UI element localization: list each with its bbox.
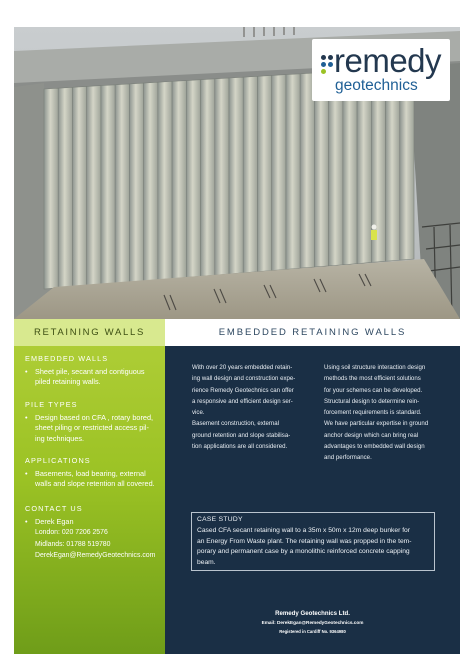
- case-study-line: an Energy From Waste plant. The retaining wall was propped in the tem-: [197, 537, 412, 545]
- pile-column: [201, 79, 215, 276]
- section-title: PILE TYPES: [25, 400, 78, 409]
- contact-title: CONTACT US: [25, 504, 83, 513]
- list-item: [25, 413, 159, 444]
- footer-email[interactable]: Email: DerekEgan@RemedyGeotechnics.com: [261, 620, 364, 625]
- sidebar: [14, 319, 165, 654]
- section-applications: [25, 456, 159, 490]
- case-study-line: porary and permanent case by a monolithic reinforced concrete capping: [197, 548, 410, 556]
- contact-name: • Derek Egan: [25, 517, 74, 526]
- contact-section: [25, 504, 159, 561]
- pile-column: [58, 87, 72, 288]
- main-content: [165, 319, 460, 654]
- paragraph-line: ground retention and slope stabilisa-: [192, 431, 291, 439]
- pile-column: [87, 86, 101, 286]
- contact-phone-midlands: Midlands: 01788 519780: [35, 540, 111, 548]
- paragraph-line: and performance.: [324, 454, 372, 461]
- hero-photo: [14, 27, 460, 319]
- footer-company: Remedy Geotechnics Ltd.: [275, 610, 350, 617]
- case-study-title: CASE STUDY: [197, 516, 243, 523]
- paragraph-line: tion applications are all considered.: [192, 442, 288, 450]
- logo-dot: [328, 62, 333, 67]
- pile-column: [229, 77, 243, 274]
- paragraph-line: anchor design which can bring real: [324, 431, 419, 439]
- footer: [165, 609, 460, 636]
- footer-registration: Registered in Cardiff No. 9364980: [279, 629, 346, 634]
- pile-column: [115, 84, 129, 283]
- pile-column: [272, 75, 286, 271]
- bullet-icon: •: [25, 517, 28, 526]
- pile-column: [44, 88, 58, 289]
- list-item-line: walls and slope retention all covered.: [35, 479, 155, 489]
- list-item-line: piled retaining walls.: [35, 377, 101, 387]
- logo-subtitle: geotechnics: [335, 77, 418, 94]
- design-column: [324, 362, 438, 463]
- case-study-line: Cased CFA secant retaining wall to a 35m x 50m x 12m deep bunker for: [197, 526, 410, 534]
- logo-dot: [328, 55, 333, 60]
- logo-dot: [321, 62, 326, 67]
- pile-column: [215, 78, 229, 275]
- paragraph-line: With over 20 years embedded retain-: [192, 364, 293, 371]
- intro-column: [192, 362, 306, 452]
- pile-column: [144, 82, 158, 281]
- logo-dot: [321, 55, 326, 60]
- bullet-icon: •: [25, 367, 28, 376]
- paragraph-line: Basement construction, external: [192, 420, 280, 428]
- list-item-line: Sheet pile, secant and contiguous: [35, 367, 145, 376]
- list-item-line: Design based on CFA , rotary bored,: [35, 413, 154, 422]
- bullet-icon: •: [25, 469, 28, 478]
- pile-column: [257, 75, 271, 271]
- list-item: [25, 469, 159, 490]
- list-item: [25, 367, 159, 388]
- bullet-icon: •: [25, 413, 28, 422]
- pile-column: [314, 72, 328, 267]
- paragraph-line: methods the most efficient solutions: [324, 375, 421, 383]
- pile-column: [158, 81, 172, 279]
- pile-column: [243, 76, 257, 273]
- paragraph-line: We have particular expertise in ground: [324, 420, 429, 428]
- pile-column: [72, 86, 86, 286]
- remedy-logo: [312, 39, 450, 101]
- pile-column: [172, 81, 186, 279]
- paragraph-line: ing wall design and construction expe-: [192, 375, 296, 383]
- pile-column: [186, 80, 200, 278]
- section-embedded-walls: [25, 354, 159, 388]
- paragraph-line: for your schemes can be developed.: [324, 386, 423, 394]
- paragraph-line: vice.: [192, 409, 205, 416]
- paragraph-line: rience Remedy Geotechnics can offer: [192, 386, 294, 394]
- logo-wordmark: remedy: [334, 42, 442, 79]
- paragraph-line: Using soil structure interaction design: [324, 364, 426, 371]
- logo-dot: [321, 69, 326, 74]
- paragraph-line: Structural design to determine rein-: [324, 397, 420, 405]
- list-item-line: Basements, load bearing, external: [35, 469, 146, 478]
- paragraph-line: forcement requirements is standard.: [324, 409, 422, 416]
- sidebar-heading: RETAINING WALLS: [14, 319, 165, 346]
- case-study-line: beam.: [197, 559, 216, 567]
- list-item-line: ing techniques.: [35, 433, 85, 443]
- main-heading: EMBEDDED RETAINING WALLS: [165, 319, 460, 346]
- pile-column: [129, 83, 143, 282]
- list-item-line: sheet piling or restricted access pil-: [35, 423, 149, 433]
- pile-column: [101, 85, 115, 285]
- paragraph-line: a responsive and efficient design ser-: [192, 397, 293, 405]
- section-title: EMBEDDED WALLS: [25, 354, 109, 363]
- section-pile-types: [25, 400, 159, 444]
- pile-column: [286, 74, 300, 270]
- contact-phone-london: London: 020 7206 2576: [35, 529, 108, 537]
- brochure-page: [14, 27, 460, 654]
- section-title: APPLICATIONS: [25, 456, 91, 465]
- case-study-box: [191, 512, 435, 571]
- paragraph-line: advantages to embedded wall design: [324, 442, 425, 450]
- pile-column: [300, 73, 314, 268]
- contact-email[interactable]: DerekEgan@RemedyGeotechnics.com: [35, 551, 156, 559]
